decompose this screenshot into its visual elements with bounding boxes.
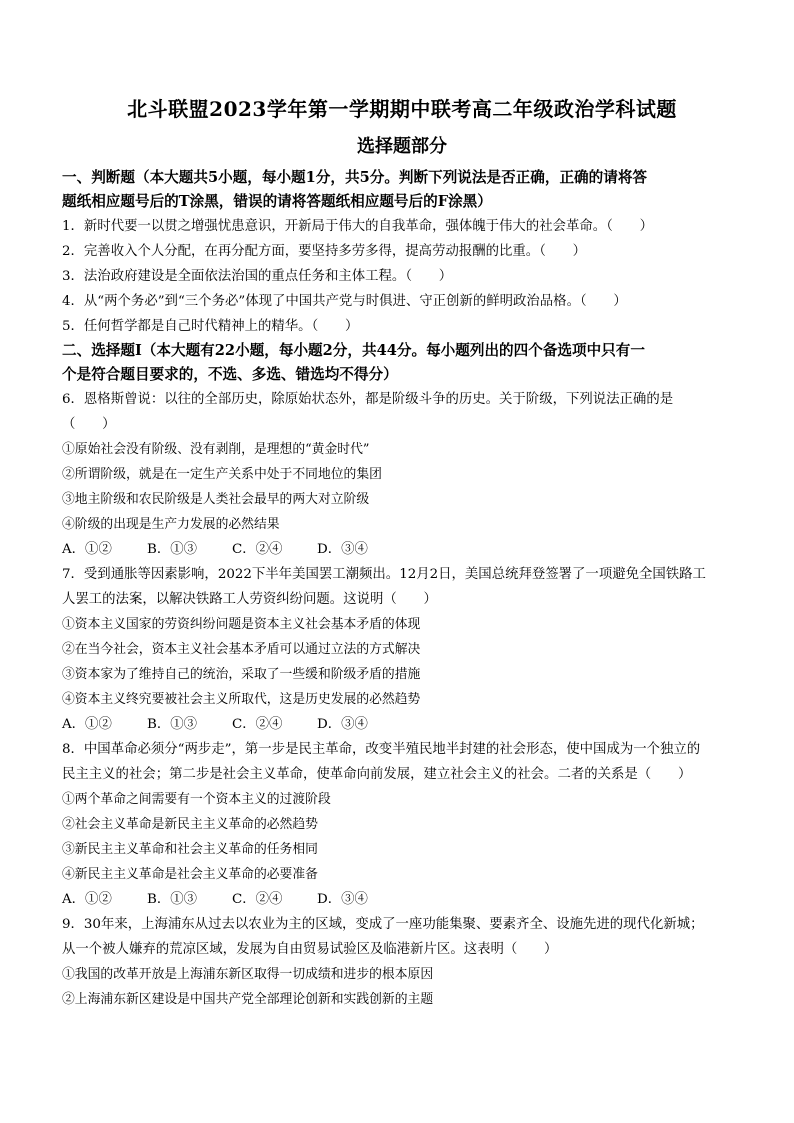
choice-d: D．③④ (317, 542, 368, 557)
option-item: ③资本家为了维持自己的统治，采取了一些缓和阶级矛盾的措施 (62, 667, 421, 682)
section-header: 题纸相应题号后的T涂黑，错误的请将答题纸相应题号后的F涂黑） (62, 193, 492, 210)
option-item: ②在当今社会，资本主义社会基本矛盾可以通过立法的方式解决 (62, 642, 421, 657)
question-stem: 人罢工的法案，以解决铁路工人劳资纠纷问题。这说明（ ） (62, 592, 437, 607)
question-stem: 7．受到通胀等因素影响，2022下半年美国罢工潮频出。12月2日，美国总统拜登签署了一项避免全国铁路工 (62, 567, 706, 582)
choice-c: C．②④ (232, 892, 283, 907)
choice-a: A．①② (62, 717, 112, 732)
question-stem: 6．恩格斯曾说：以往的全部历史，除原始状态外，都是阶级斗争的历史。关于阶级，下列说法正确的是 (62, 392, 674, 407)
choice-a: A．①② (62, 892, 112, 907)
question-9 (62, 912, 742, 1012)
option-item: ①我国的改革开放是上海浦东新区取得一切成绩和进步的根本原因 (62, 967, 434, 982)
section-header: 个是符合题目要求的，不选、多选、错选均不得分） (62, 366, 398, 383)
option-item: ③新民主主义革命和社会主义革命的任务相同 (62, 842, 318, 857)
question-stem: 8．中国革命必须分“两步走”，第一步是民主革命，改变半殖民地半封建的社会形态，使中国成为一个独立的 (62, 742, 701, 757)
section-choice (62, 339, 742, 1012)
option-item: ①原始社会没有阶级、没有剥削，是理想的“黄金时代” (62, 442, 370, 457)
question-stem: 从一个被人嫌弃的荒凉区域，发展为自由贸易试验区及临港新片区。这表明（ ） (62, 942, 558, 957)
choice-b: B．①③ (147, 717, 198, 732)
judgment-item: 3．法治政府建设是全面依法治国的重点任务和主体工程。（ ） (62, 269, 453, 284)
question-stem: 9．30年来，上海浦东从过去以农业为主的区域，变成了一座功能集聚、要素齐全、设施先进的现代化新城； (62, 917, 704, 932)
choice-c: C．②④ (232, 717, 283, 732)
exam-title: 北斗联盟2023学年第一学期期中联考高二年级政治学科试题 (127, 97, 677, 121)
choice-b: B．①③ (147, 542, 198, 557)
option-item: ④新民主主义革命是社会主义革命的必要准备 (62, 867, 318, 882)
choice-c: C．②④ (232, 542, 283, 557)
choice-d: D．③④ (317, 717, 368, 732)
judgment-item: 1．新时代要一以贯之增强忧患意识，开新局于伟大的自我革命，强体魄于伟大的社会革命。（ ） (62, 219, 654, 234)
question-6 (62, 387, 742, 562)
section-header: 二、选择题Ⅰ（本大题有22小题，每小题2分，共44分。每小题列出的四个备选项中只有一 (62, 342, 645, 359)
choice-b: B．①③ (147, 892, 198, 907)
section-judgment (62, 166, 742, 339)
option-item: ①资本主义国家的劳资纠纷问题是资本主义社会基本矛盾的体现 (62, 617, 421, 632)
option-item: ②社会主义革命是新民主主义革命的必然趋势 (62, 817, 318, 832)
section-header: 一、判断题（本大题共5小题，每小题1分，共5分。判断下列说法是否正确，正确的请将答 (62, 169, 648, 186)
judgment-item: 5．任何哲学都是自己时代精神上的精华。（ ） (62, 319, 359, 334)
question-7 (62, 562, 742, 737)
answer-choices (62, 887, 742, 912)
option-item: ②上海浦东新区建设是中国共产党全部理论创新和实践创新的主题 (62, 992, 434, 1007)
question-stem: 民主主义的社会；第二步是社会主义革命，使革命向前发展，建立社会主义的社会。二者的关系是（ ） (62, 767, 692, 782)
exam-page (62, 94, 742, 1012)
choice-d: D．③④ (317, 892, 368, 907)
judgment-item: 2．完善收入个人分配，在再分配方面，要坚持多劳多得，提高劳动报酬的比重。（ ） (62, 244, 587, 259)
exam-subtitle: 选择题部分 (357, 136, 447, 157)
option-item: ④资本主义终究要被社会主义所取代，这是历史发展的必然趋势 (62, 692, 421, 707)
option-item: ①两个革命之间需要有一个资本主义的过渡阶段 (62, 792, 331, 807)
question-stem: （ ） (62, 417, 116, 432)
question-8 (62, 737, 742, 912)
choice-a: A．①② (62, 542, 112, 557)
option-item: ④阶级的出现是生产力发展的必然结果 (62, 517, 280, 532)
judgment-item: 4．从“两个务必”到“三个务必”体现了中国共产党与时俱进、守正创新的鲜明政治品格。（ ） (62, 294, 627, 309)
answer-choices (62, 712, 742, 737)
option-item: ②所谓阶级，就是在一定生产关系中处于不同地位的集团 (62, 467, 382, 482)
option-item: ③地主阶级和农民阶级是人类社会最早的两大对立阶级 (62, 492, 370, 507)
answer-choices (62, 537, 742, 562)
